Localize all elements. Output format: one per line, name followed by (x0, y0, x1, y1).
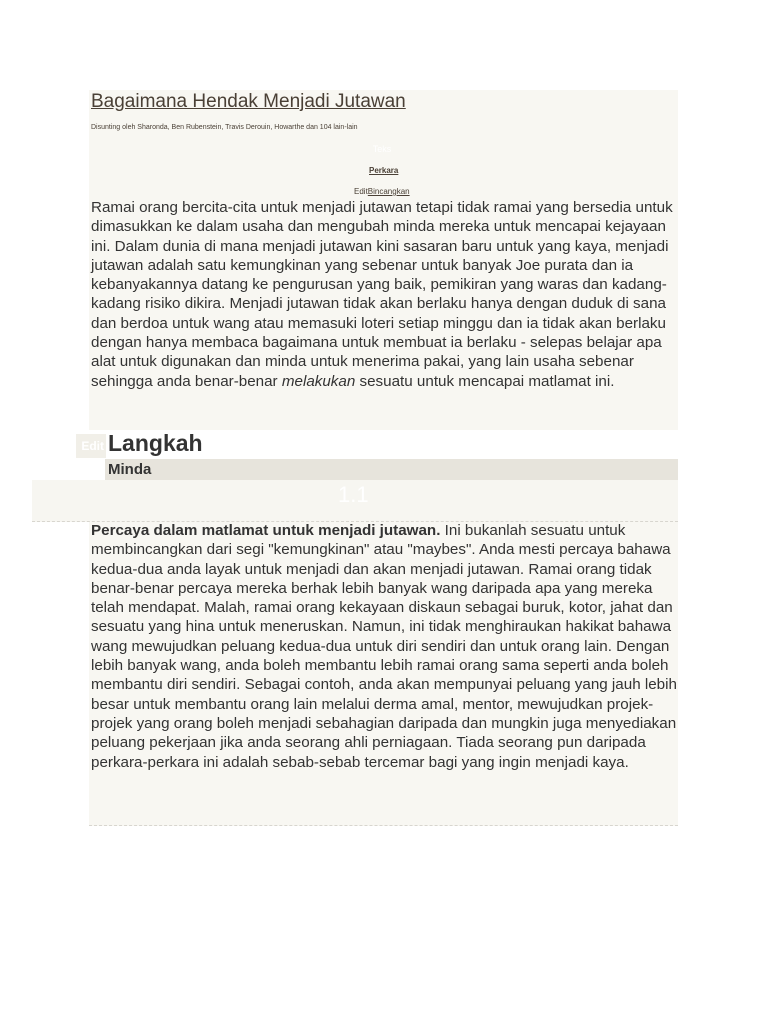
step-number: 1.1 (338, 482, 369, 507)
step-paragraph (91, 521, 681, 772)
subsection-bar (105, 459, 678, 480)
intro-paragraph (91, 198, 681, 391)
edit-discuss-links (354, 187, 410, 196)
tab-perkara[interactable]: Perkara (369, 166, 399, 175)
subsection-label: Minda (108, 461, 152, 478)
section-heading: Langkah (108, 430, 203, 456)
faded-tab[interactable]: Teks (372, 144, 392, 154)
discuss-link[interactable]: Bincangkan (367, 187, 410, 196)
intro-text: Ramai orang bercita-cita untuk menjadi jutawan tetapi tidak ramai yang bersedia untuk dimasukkan ke dalam usaha dan mengubah minda mereka untuk mencapai kejayaan ini. Dalam dunia di mana menjadi jutawan kini sasaran baru untuk yang kaya, menjadi jutawan adalah satu kemungkinan yang sebenar untuk banyak Joe purata dan ia kebanyakannya datang ke pengurusan yang baik, pemikiran yang waras dan kadang-kadang risiko dikira. Menjadi jutawan tidak akan berlaku hanya dengan duduk di sana dan berdoa untuk wang atau memasuki loteri setiap minggu dan ia tidak akan berlaku dengan hanya membaca bagaimana untuk membuat ia berlaku - selepas belajar apa alat untuk digunakan dan minda untuk menerima pakai, yang lain usaha sebenar sehingga anda benar-benar (91, 199, 673, 390)
edit-link[interactable]: Edit (354, 187, 368, 196)
intro-emphasis: melakukan (281, 372, 356, 390)
step-lead: Percaya dalam matlamat untuk menjadi jutawan. (91, 522, 441, 539)
section-edit-button[interactable]: Edit (76, 434, 106, 458)
step-body: Ini bukanlah sesuatu untuk membincangkan dari segi "kemungkinan" atau "maybes". Anda mesti percaya bahawa kedua-dua anda layak untuk menjadi dan akan menjadi jutawan. Ramai orang tidak benar-benar percaya mereka berhak lebih banyak wang daripada apa yang mereka telah mendapat. Malah, ramai orang kekayaan diskaun sebagai buruk, kotor, jahat dan sesuatu yang hina untuk meneruskan. Namun, ini tidak menghiraukan hakikat bahawa wang mewujudkan peluang kedua-dua untuk diri sendiri dan untuk orang lain. Dengan lebih banyak wang, anda boleh membantu lebih ramai orang sama seperti anda boleh membantu diri sendiri. Sebagai contoh, anda akan mempunyai peluang yang jauh lebih besar untuk membantu orang lain melalui derma amal, mentor, mewujudkan projek-projek yang orang boleh menjadi sebahagian daripada dan mungkin juga menyediakan peluang pekerjaan jika anda seorang ahli perniagaan. Tiada seorang pun daripada perkara-perkara ini adalah sebab-sebab tercemar bagi yang ingin menjadi kaya. (91, 522, 677, 771)
article-credits: Disunting oleh Sharonda, Ben Rubenstein, Travis Derouin, Howarthe dan 104 lain-lain (91, 124, 358, 131)
intro-text-end: sesuatu untuk mencapai matlamat ini. (355, 372, 615, 390)
article-title[interactable]: Bagaimana Hendak Menjadi Jutawan (91, 91, 406, 112)
